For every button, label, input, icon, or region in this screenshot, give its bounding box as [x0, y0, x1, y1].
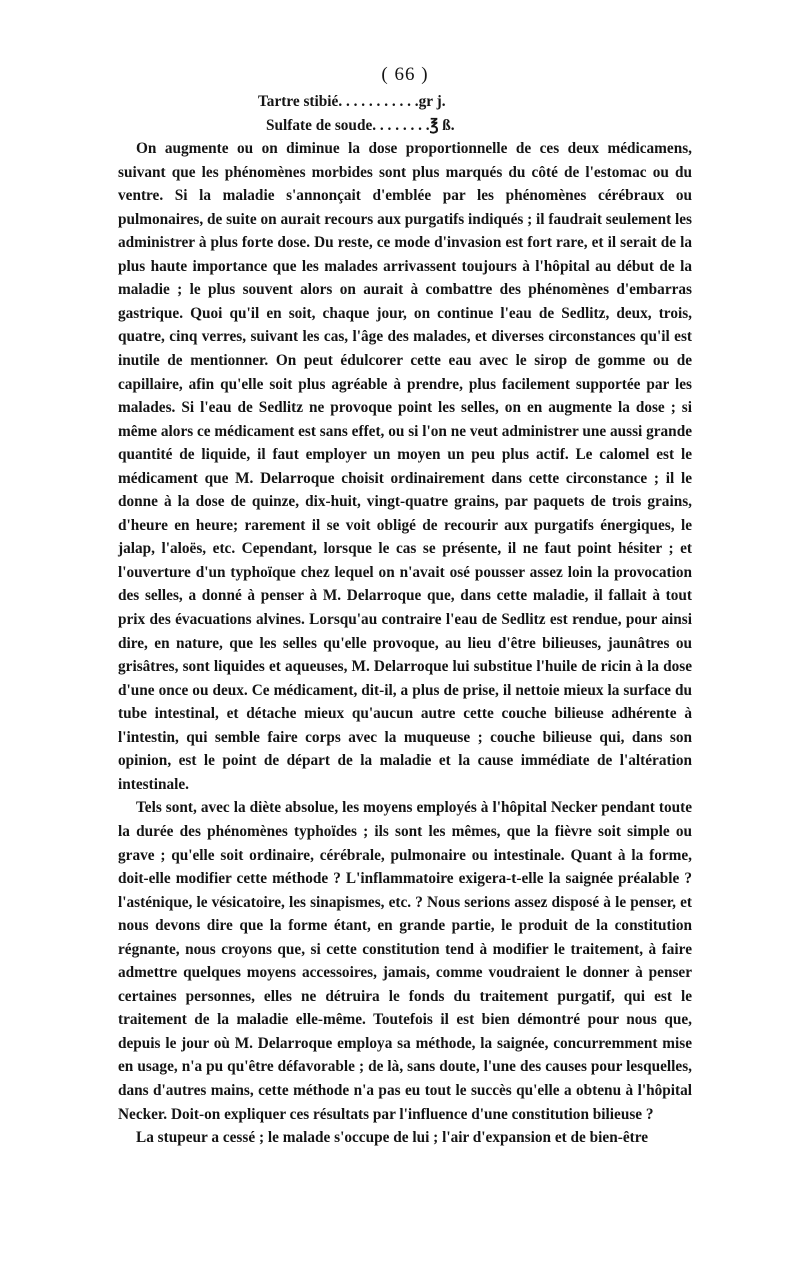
prescription-dose: ℥ ß.: [429, 116, 455, 134]
paragraph-necker-methods: Tels sont, avec la diète absolue, les moyens employés à l'hôpital Necker pendant toute la durée des phénomènes typhoïdes ; ils sont les mêmes, que la fièvre soit simple ou grave ; qu'elle soit ordinaire, cérébrale, pulmonaire ou intestinale. Quant à la forme, doit-elle modifier cette méthode ? L'inflammatoire exigera-t-elle la saignée préalable ? l'asténique, le vésicatoire, les sinapismes, etc. ? Nous serions assez disposé à le penser, et nous devons dire que la forme étant, en grande partie, le produit de la constitution régnante, nous croyons que, si cette constitution tend à modifier le traitement, à faire admettre quelques moyens accessoires, jamais, comme voudraient le donner à penser certaines personnes, elles ne détruira le fonds du traitement purgatif, qui est le traitement de la maladie elle-même. Toutefois il est bien démontré pour nous que, depuis le jour où M. Delarroque employa sa méthode, la saignée, concurremment mise en usage, n'a pu qu'être défavorable ; de là, sans doute, l'une des causes pour lesquelles, dans d'autres mains, cette méthode n'a pas eu tout le succès qu'elle a obtenu à l'hôpital Necker. Doit-on expliquer ces résultats par l'influence d'une constitution bilieuse ?: [118, 799, 692, 1123]
prescription-drug: Sulfate de soude: [266, 116, 373, 134]
prescription-line-sulfate: [266, 114, 566, 138]
prescription-dose: gr j.: [418, 93, 446, 110]
book-page: [118, 62, 692, 1150]
prescription-dots: . . . . . . . .: [372, 116, 430, 134]
prescription-dots: . . . . . . . . . . .: [338, 93, 419, 110]
paragraph-stupor-ceased: La stupeur a cessé ; le malade s'occupe de lui ; l'air d'expansion et de bien-être: [136, 1129, 649, 1147]
prescription-drug: Tartre stibié: [258, 93, 339, 110]
page-number: ( 66 ): [381, 64, 429, 85]
paragraph-treatment-dosage: On augmente ou on diminue la dose proportionnelle de ces deux médicamens, suivant que les phénomènes morbides sont plus marqués du côté de l'estomac ou du ventre. Si la maladie s'annonçait d'emblée par les phénomènes cérébraux ou pulmonaires, de suite on aurait recours aux purgatifs indiqués ; il faudrait seulement les administrer à plus forte dose. Du reste, ce mode d'invasion est fort rare, et il serait de la plus haute importance que les malades arrivassent toujours à l'hôpital au début de la maladie ; le plus souvent alors on aurait à combattre des phénomènes d'embarras gastrique. Quoi qu'il en soit, chaque jour, on continue l'eau de Sedlitz, deux, trois, quatre, cinq verres, suivant les cas, l'âge des malades, et diverses circonstances qu'il est inutile de mentionner. On peut édulcorer cette eau avec le sirop de gomme ou de capillaire, afin qu'elle soit plus agréable à prendre, plus facilement supportée par les malades. Si l'eau de Sedlitz ne provoque point les selles, on en augmente la dose ; si même alors ce médicament est sans effet, ou si l'on ne veut administrer une aussi grande quantité de liquide, il faut employer un moyen un peu plus actif. Le calomel est le médicament que M. Delarroque choisit ordinairement dans cette circonstance ; il le donne à la dose de quinze, dix-huit, vingt-quatre grains, par paquets de trois grains, d'heure en heure; rarement il se voit obligé de recourir aux purgatifs énergiques, le jalap, l'aloës, etc. Cependant, lorsque le cas se présente, il ne faut point hésiter ; et l'ouverture d'un typhoïque chez lequel on n'avait osé pousser assez loin la provocation des selles, a donné à penser à M. Delarroque que, dans cette maladie, il fallait à tout prix des évacuations alvines. Lorsqu'au contraire l'eau de Sedlitz est rendue, pour ainsi dire, en nature, que les selles qu'elle provoque, au lieu d'être bilieuses, jaunâtres ou grisâtres, sont liquides et aqueuses, M. Delarroque lui substitue l'huile de ricin à la dose d'une once ou deux. Ce médicament, dit-il, a plus de prise, il nettoie mieux la surface du tube intestinal, et détache mieux qu'aucun autre cette couche bilieuse adhérente à l'intestin, qui semble faire corps avec la muqueuse ; couche bilieuse qui, dans son opinion, est le point de départ de la maladie et la cause immédiate de l'altération intestinale.: [118, 140, 692, 793]
prescription-line-tartar: [258, 90, 558, 114]
